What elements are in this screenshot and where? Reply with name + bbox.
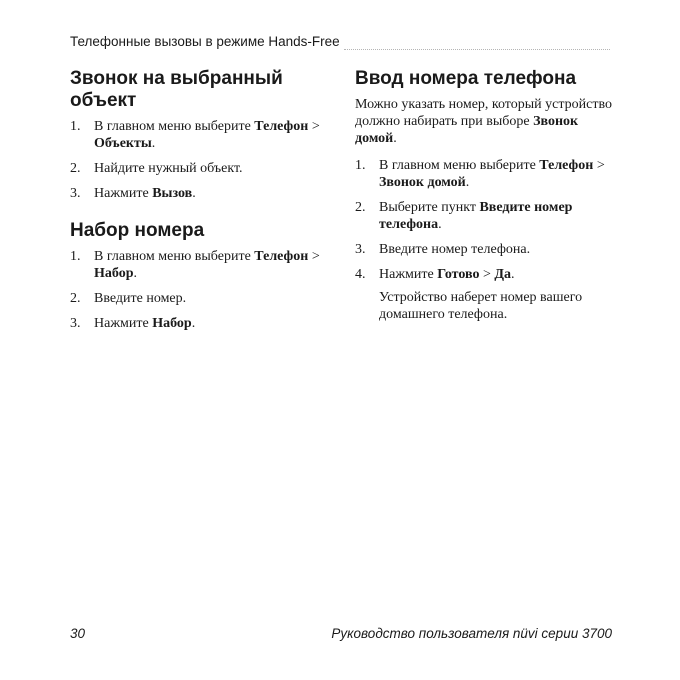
steps-home-number [355, 157, 615, 283]
step-item: 3. Нажмите Вызов. [70, 186, 196, 201]
step-item: 2. Найдите нужный объект. [70, 161, 243, 176]
right-column [355, 68, 615, 323]
step-item: 2. Введите номер. [70, 291, 187, 306]
steps-call-object [70, 118, 332, 202]
step-result-note: Устройство наберет номер вашего домашнего телефона. [379, 290, 583, 322]
step-item: 3. Нажмите Набор. [70, 316, 196, 331]
steps-dial-number [70, 248, 332, 332]
step-item: 4. Нажмите Готово > Да. [355, 267, 515, 282]
step-item: 3. Введите номер телефона. [355, 242, 531, 257]
left-column [70, 68, 332, 340]
step-item: 2. Выберите пункт Введите номер телефона. [355, 200, 573, 232]
step-item: 1. В главном меню выберите Телефон > Объекты. [70, 119, 320, 151]
section-heading-call-object: Звонок на выбранный объект [70, 68, 283, 111]
section-intro: Можно указать номер, который устройство должно набирать при выборе Звонок домой. [355, 97, 612, 146]
page-header [70, 34, 610, 52]
page-number: 30 [70, 626, 86, 641]
section-heading-home-number: Ввод номера телефона [355, 68, 577, 89]
manual-title: Руководство пользователя nüvi серии 3700 [331, 626, 612, 641]
step-item: 1. В главном меню выберите Телефон > Набор. [70, 249, 320, 281]
header-title: Телефонные вызовы в режиме Hands-Free [70, 34, 340, 49]
section-heading-dial-number: Набор номера [70, 220, 205, 241]
header-dotted-rule [344, 49, 610, 50]
step-item: 1. В главном меню выберите Телефон > Звонок домой. [355, 158, 605, 190]
